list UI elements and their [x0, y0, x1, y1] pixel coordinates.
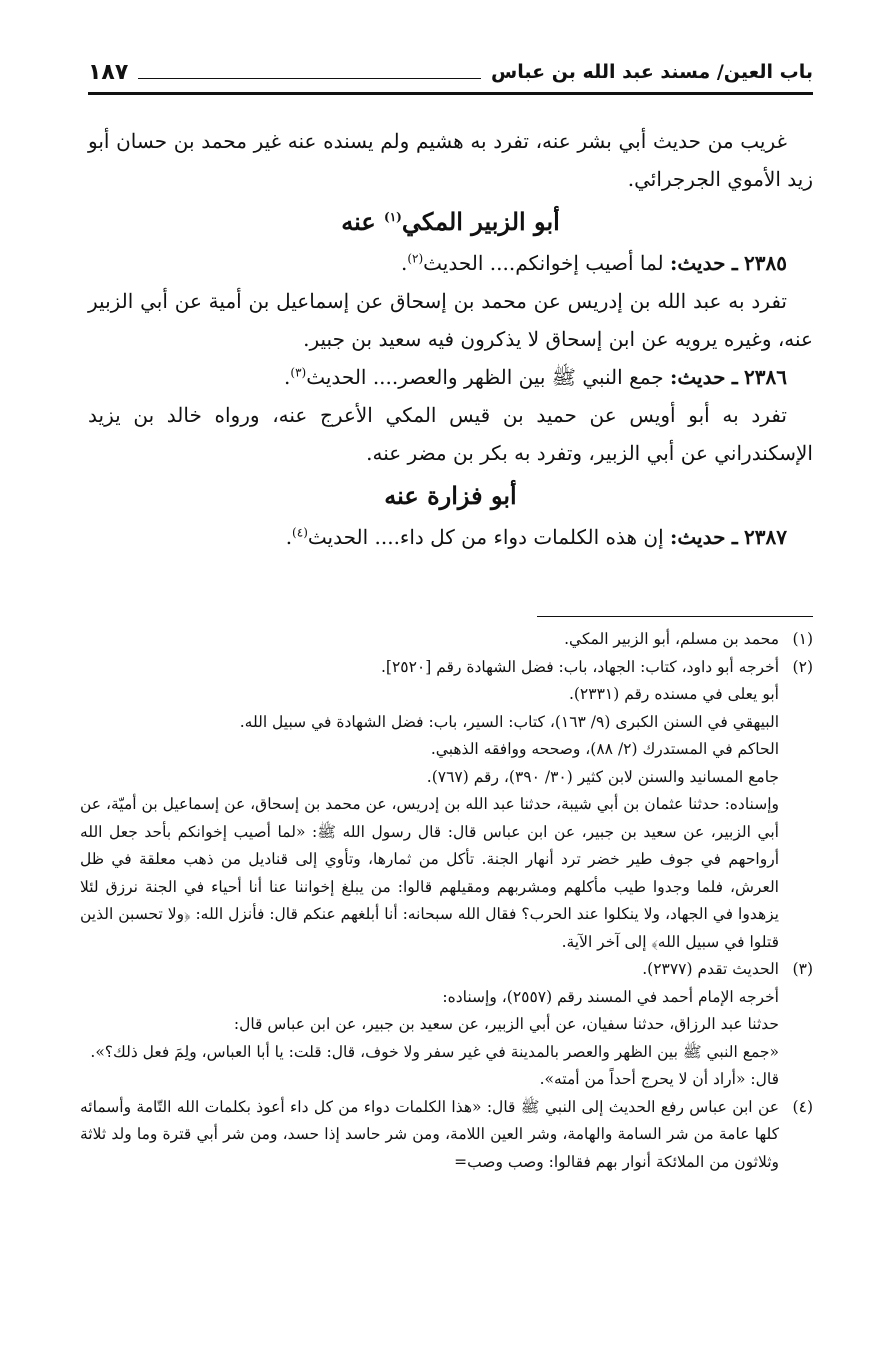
footnote-line: حدثنا عبد الرزاق، حدثنا سفيان، عن أبي الزبير، عن سعيد بن جبير، عن ابن عباس قال:: [233, 1015, 779, 1033]
footnote-1: [80, 626, 813, 654]
paragraph-2385: تفرد به عبد الله بن إدريس عن محمد بن إسحاق عن إسماعيل بن أمية عن أبي الزبير عنه، وغيره يرويه عن ابن إسحاق لا يذكرون فيه سعيد بن جبير.: [88, 289, 813, 351]
footnote-body: [80, 956, 779, 1094]
hadith-2387: [88, 518, 813, 556]
hadith-number: ٢٣٨٦: [744, 365, 787, 389]
footnote-line: «جمع النبي ﷺ بين الظهر والعصر بالمدينة في غير سفر ولا خوف، قال: قلت: يا أبا العباس، ولِمَ فعل ذلك؟».: [90, 1042, 779, 1061]
page-header: [88, 52, 813, 95]
hadith-dash: ـ: [731, 251, 738, 275]
footnote-body: [80, 654, 779, 957]
footnote-line: عن ابن عباس رفع الحديث إلى النبي ﷺ قال: «هذا الكلمات دواء من كل داء أعوذ بكلمات الله التّامة وأسمائه كلها عامة من شر السامة والهامة، وشر العين اللامة، ومن شر حاسد إذا حسد، ومن شر أبي قترة وما ولد ثلاثة وثلاثون من الملائكة أنوار بهم فقالوا: وصب وصب=: [80, 1097, 779, 1171]
footnote-line: قال: «أراد أن لا يحرج أحداً من أمته».: [539, 1070, 779, 1088]
hadith-2385: [88, 244, 813, 282]
footnote-separator: [537, 616, 813, 617]
footnote-ref: (٤): [292, 525, 308, 540]
header-rule: [138, 78, 481, 79]
footnote-number: (٤): [792, 1097, 813, 1116]
hadith-end: .: [285, 525, 293, 549]
hadith-end: .: [400, 251, 408, 275]
hadith-number: ٢٣٨٥: [744, 251, 787, 275]
footnote-line: أبو يعلى في مسنده رقم (٢٣٣١).: [568, 685, 779, 703]
hadith-label: حديث:: [670, 251, 726, 275]
hadith-dash: ـ: [731, 365, 738, 389]
hadith-label: حديث:: [670, 525, 726, 549]
section-heading-text: أبو الزبير المكي: [401, 207, 560, 236]
hadith-text: جمع النبي ﷺ بين الظهر والعصر.... الحديث: [306, 365, 664, 389]
hadith-label: حديث:: [670, 365, 726, 389]
footnote-ref: (١): [384, 210, 402, 224]
footnote-line: أخرجه الإمام أحمد في المسند رقم (٢٥٥٧)، وإسناده:: [442, 987, 779, 1006]
footnotes: [80, 626, 813, 1176]
footnote-ref: (٣): [290, 365, 307, 380]
hadith-text: إن هذه الكلمات دواء من كل داء.... الحديث: [307, 525, 664, 549]
footnote-line: محمد بن مسلم، أبو الزبير المكي.: [564, 630, 779, 648]
footnote-ref: (٢): [407, 251, 424, 266]
footnote-number: (١): [792, 630, 813, 648]
footnote-4: [80, 1094, 813, 1177]
page-number: ١٨٧: [88, 59, 129, 85]
section-heading-suffix: عنه: [341, 207, 376, 236]
footnote-number: (٣): [792, 960, 813, 978]
main-text: [88, 122, 813, 556]
footnote-line: وإسناده: حدثنا عثمان بن أبي شيبة، حدثنا عبد الله بن إدريس، عن محمد بن إسحاق، عن إسماعيل بن أميّة، عن أبي الزبير، عن سعيد بن جبير، عن ابن عباس قال: قال رسول الله ﷺ: «لما أصيب إخوانكم بأحد جعل الله أرواحهم في جوف طير خضر ترد أنهار الجنة. تأكل من ثمارها، وتأوي إلى قناديل من ذهب معلقة في ظل العرش، فلما وجدوا طيب مأكلهم ومشربهم ومقيلهم قالوا: من يبلغ إخواننا عنا أنا أحياء في الجنة نرزق لئلا يزهدوا في الجهاد، ولا ينكلوا عند الحرب؟ فقال الله سبحانه: أنا أبلغهم عنكم قال: فأنزل الله: ﴿ولا تحسبن الذين قتلوا في سبيل الله﴾ إلى آخر الآية.: [80, 795, 779, 951]
footnote-number: (٢): [792, 657, 813, 676]
footnote-2: [80, 654, 813, 957]
section-heading-abu-zubayr: [88, 200, 813, 244]
footnote-line: أخرجه أبو داود، كتاب: الجهاد، باب: فضل الشهادة رقم [٢٥٢٠].: [380, 657, 779, 676]
hadith-number: ٢٣٨٧: [744, 525, 787, 549]
footnote-body: [80, 626, 779, 654]
hadith-end: .: [284, 365, 291, 389]
footnote-3: [80, 956, 813, 1094]
section-heading-abu-fazara: أبو فزارة عنه: [384, 481, 517, 510]
intro-paragraph: غريب من حديث أبي بشر عنه، تفرد به هشيم ولم يسنده عنه غير محمد بن حسان أبو زيد الأموي الجرجرائي.: [88, 129, 813, 191]
running-title: باب العين/ مسند عبد الله بن عباس: [491, 61, 813, 83]
footnote-line: جامع المسانيد والسنن لابن كثير (٣٠/ ٣٩٠)، رقم (٧٦٧).: [426, 767, 779, 786]
footnote-body: [80, 1094, 779, 1177]
hadith-text: لما أصيب إخوانكم.... الحديث: [423, 251, 664, 275]
paragraph-2386: تفرد به أبو أويس عن حميد بن قيس المكي الأعرج عنه، ورواه خالد بن يزيد الإسكندراني عن أبي الزبير، وتفرد به بكر بن مضر عنه.: [88, 403, 813, 465]
footnote-line: الحديث تقدم (٢٣٧٧).: [642, 960, 779, 978]
footnote-line: الحاكم في المستدرك (٢/ ٨٨)، وصححه ووافقه الذهبي.: [430, 740, 779, 758]
hadith-2386: [88, 358, 813, 396]
footnote-line: البيهقي في السنن الكبرى (٩/ ١٦٣)، كتاب: السير، باب: فضل الشهادة في سبيل الله.: [239, 712, 779, 731]
hadith-dash: ـ: [731, 525, 738, 549]
